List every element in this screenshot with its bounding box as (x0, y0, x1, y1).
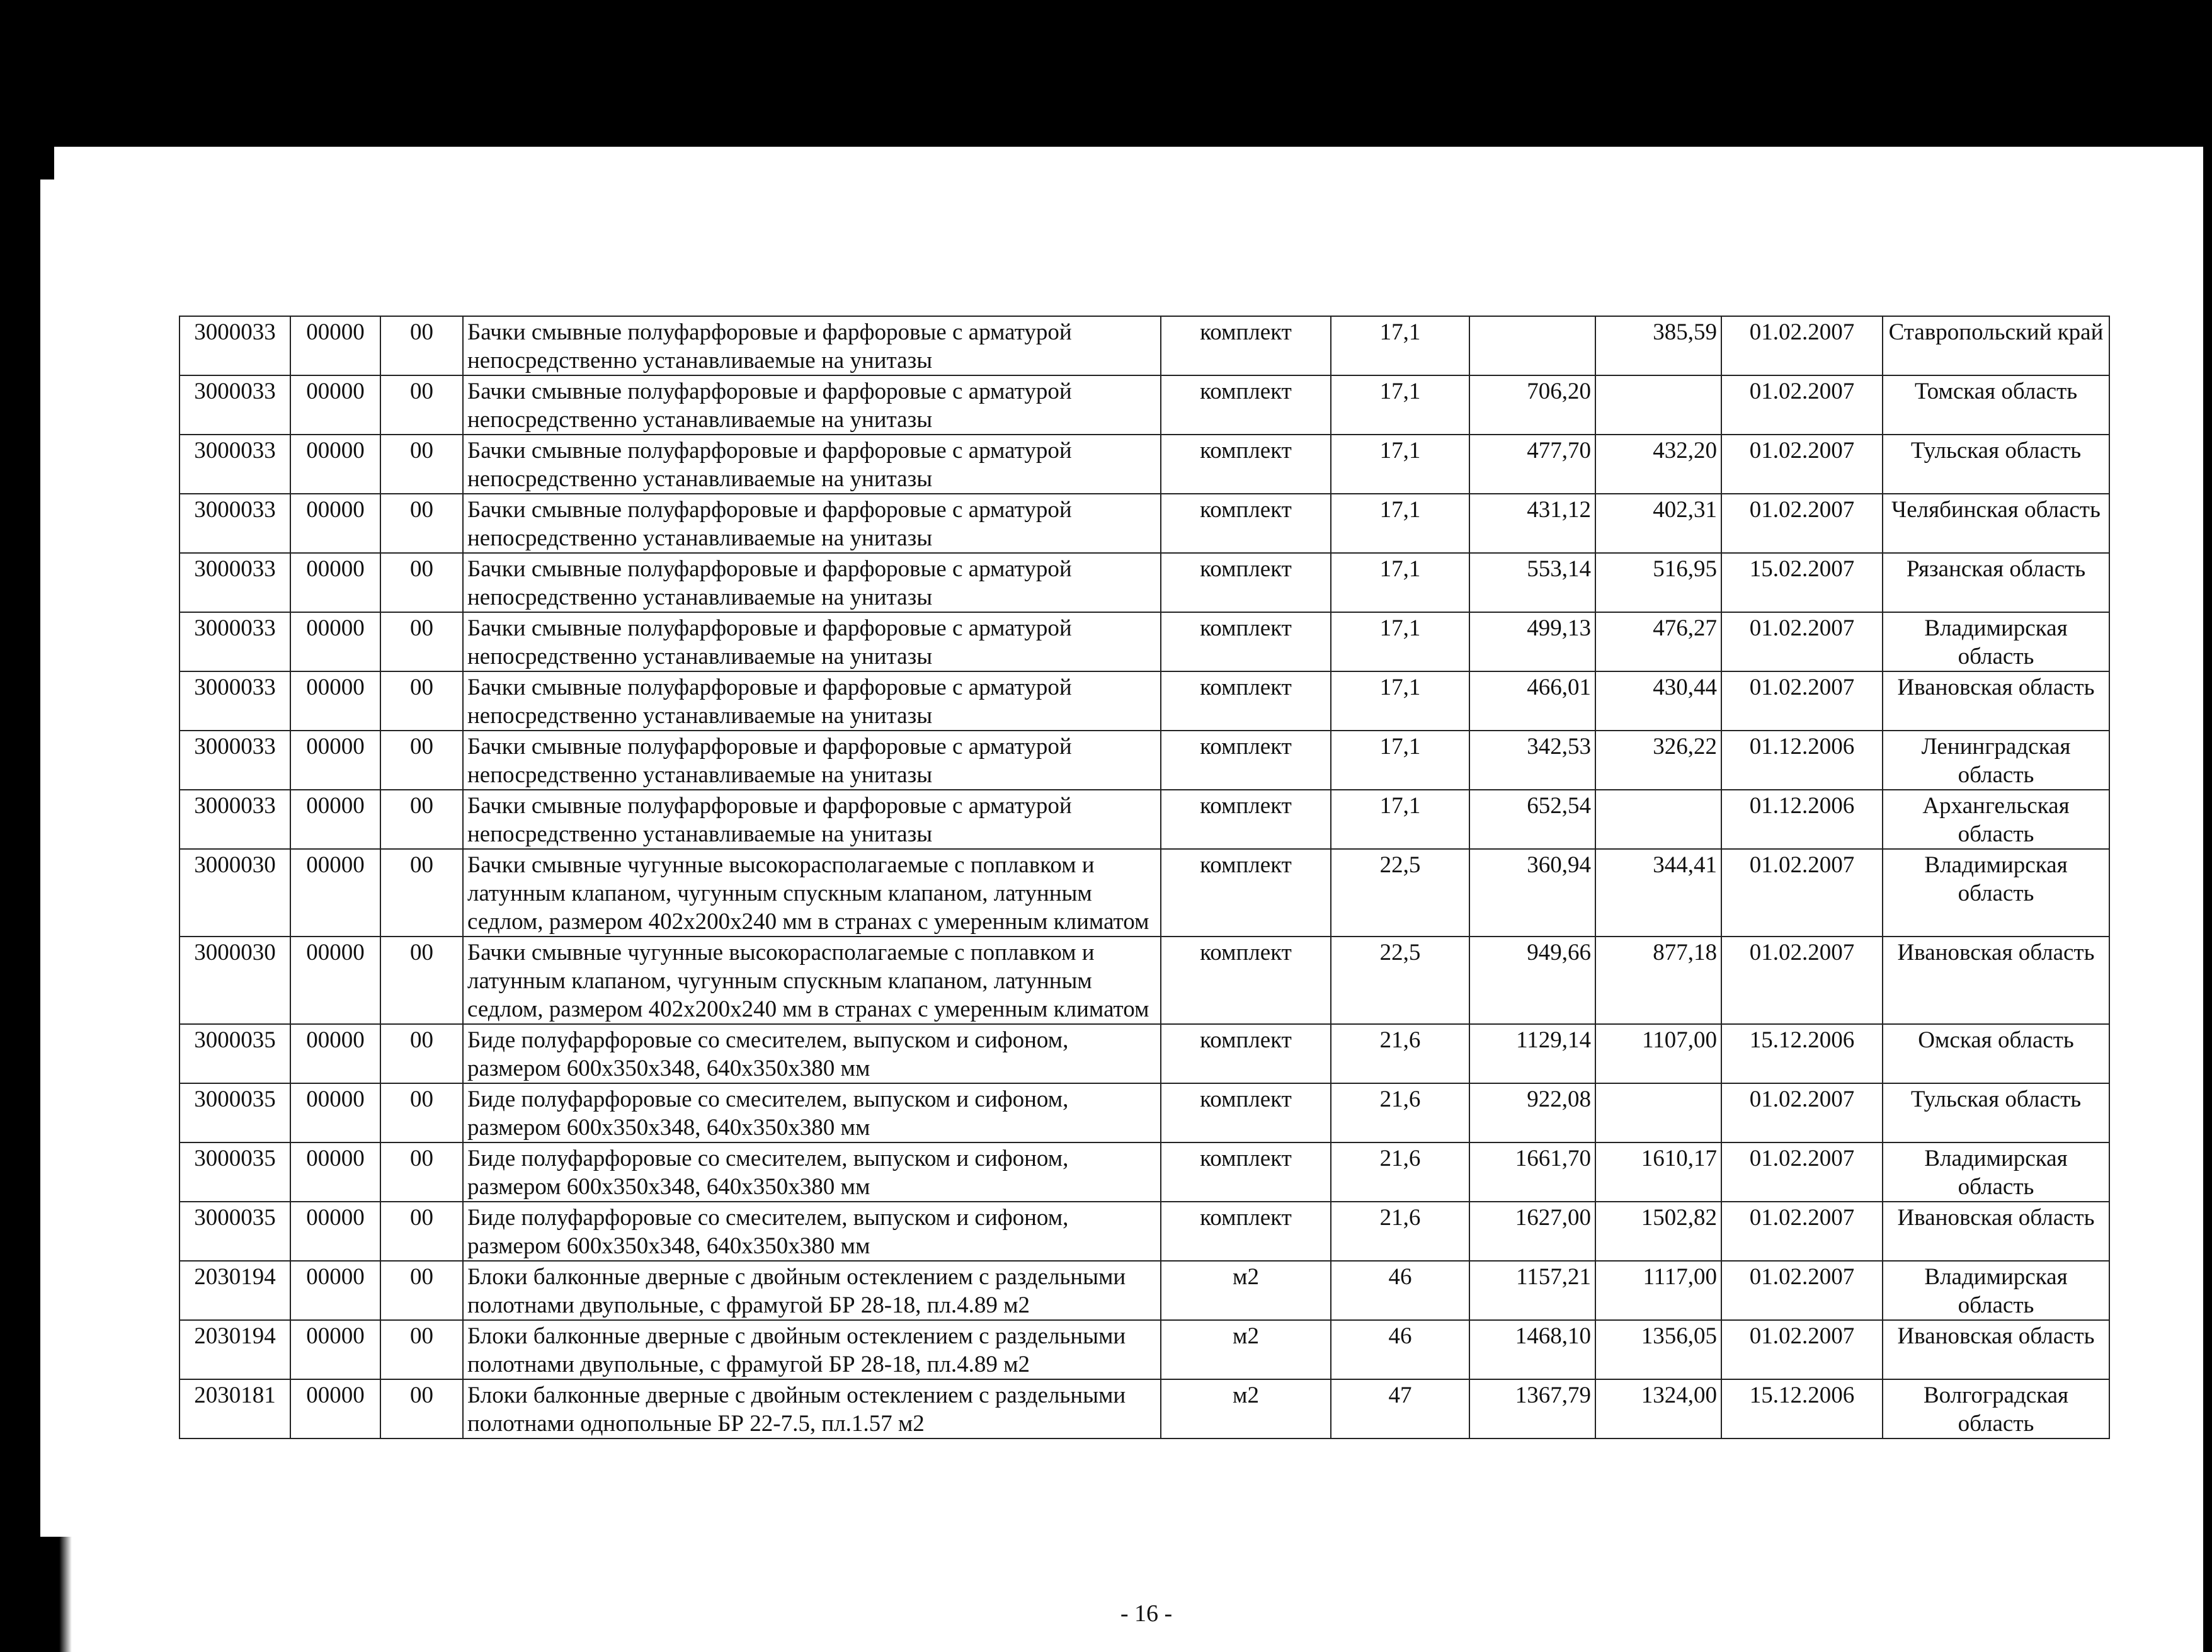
region-cell: Ивановская область (1883, 671, 2109, 731)
date-cell: 01.02.2007 (1721, 937, 1883, 1024)
price-with-vat-cell: 342,53 (1469, 731, 1595, 790)
price-cell: 402,31 (1595, 494, 1721, 553)
sub-code-cell: 00000 (290, 1083, 380, 1142)
table-row (180, 375, 2109, 435)
norm-cell: 46 (1331, 1261, 1469, 1320)
norm-cell: 21,6 (1331, 1083, 1469, 1142)
scan-artifact (40, 147, 54, 179)
unit-cell: м2 (1161, 1379, 1331, 1438)
region-cell: Рязанская область (1883, 553, 2109, 612)
sub-code-cell: 00000 (290, 435, 380, 494)
unit-cell: комплект (1161, 671, 1331, 731)
price-with-vat-cell: 553,14 (1469, 553, 1595, 612)
item-name-cell: Бачки смывные полуфарфоровые и фарфоровые с арматурой непосредственно устанавливаемые на унитазы (463, 731, 1161, 790)
region-cell: Ленинградская область (1883, 731, 2109, 790)
norm-cell: 17,1 (1331, 494, 1469, 553)
sub-code-cell: 00000 (290, 1320, 380, 1379)
sub-code-cell: 00000 (290, 849, 380, 937)
item-name-cell: Бачки смывные полуфарфоровые и фарфоровые с арматурой непосредственно устанавливаемые на унитазы (463, 671, 1161, 731)
region-cell: Челябинская область (1883, 494, 2109, 553)
item-code-cell: 3000033 (180, 494, 290, 553)
norm-cell: 17,1 (1331, 553, 1469, 612)
price-with-vat-cell: 360,94 (1469, 849, 1595, 937)
date-cell: 01.02.2007 (1721, 435, 1883, 494)
item-code-cell: 3000035 (180, 1202, 290, 1261)
group-code-cell: 00 (380, 937, 463, 1024)
table-row (180, 1024, 2109, 1083)
region-cell: Архангельская область (1883, 790, 2109, 849)
sub-code-cell: 00000 (290, 937, 380, 1024)
region-cell: Тульская область (1883, 435, 2109, 494)
date-cell: 15.02.2007 (1721, 553, 1883, 612)
group-code-cell: 00 (380, 671, 463, 731)
item-code-cell: 3000033 (180, 316, 290, 375)
sub-code-cell: 00000 (290, 612, 380, 671)
region-cell: Владимирская область (1883, 1142, 2109, 1202)
region-cell: Тульская область (1883, 1083, 2109, 1142)
sub-code-cell: 00000 (290, 316, 380, 375)
group-code-cell: 00 (380, 494, 463, 553)
price-with-vat-cell: 922,08 (1469, 1083, 1595, 1142)
norm-cell: 17,1 (1331, 316, 1469, 375)
unit-cell: м2 (1161, 1320, 1331, 1379)
norm-cell: 17,1 (1331, 612, 1469, 671)
table-row (180, 612, 2109, 671)
unit-cell: комплект (1161, 731, 1331, 790)
sub-code-cell: 00000 (290, 1142, 380, 1202)
item-name-cell: Бачки смывные полуфарфоровые и фарфоровые с арматурой непосредственно устанавливаемые на унитазы (463, 375, 1161, 435)
norm-cell: 46 (1331, 1320, 1469, 1379)
price-with-vat-cell (1469, 316, 1595, 375)
unit-cell: комплект (1161, 494, 1331, 553)
item-name-cell: Биде полуфарфоровые со смесителем, выпуском и сифоном, размером 600х350х348, 640х350х380 мм (463, 1083, 1161, 1142)
item-code-cell: 2030194 (180, 1320, 290, 1379)
norm-cell: 22,5 (1331, 849, 1469, 937)
price-cell: 877,18 (1595, 937, 1721, 1024)
price-with-vat-cell: 1367,79 (1469, 1379, 1595, 1438)
scan-border (2203, 0, 2212, 1652)
item-name-cell: Бачки смывные полуфарфоровые и фарфоровые с арматурой непосредственно устанавливаемые на унитазы (463, 316, 1161, 375)
unit-cell: комплект (1161, 375, 1331, 435)
item-name-cell: Бачки смывные полуфарфоровые и фарфоровые с арматурой непосредственно устанавливаемые на унитазы (463, 435, 1161, 494)
unit-cell: комплект (1161, 435, 1331, 494)
item-name-cell: Биде полуфарфоровые со смесителем, выпуском и сифоном, размером 600х350х348, 640х350х380 мм (463, 1142, 1161, 1202)
table-row (180, 494, 2109, 553)
price-cell (1595, 1083, 1721, 1142)
item-name-cell: Бачки смывные полуфарфоровые и фарфоровые с арматурой непосредственно устанавливаемые на унитазы (463, 494, 1161, 553)
price-with-vat-cell: 1129,14 (1469, 1024, 1595, 1083)
norm-cell: 21,6 (1331, 1024, 1469, 1083)
date-cell: 01.12.2006 (1721, 731, 1883, 790)
date-cell: 01.02.2007 (1721, 316, 1883, 375)
group-code-cell: 00 (380, 1261, 463, 1320)
table-row (180, 1261, 2109, 1320)
item-name-cell: Бачки смывные полуфарфоровые и фарфоровые с арматурой непосредственно устанавливаемые на унитазы (463, 612, 1161, 671)
region-cell: Ставропольский край (1883, 316, 2109, 375)
price-with-vat-cell: 1661,70 (1469, 1142, 1595, 1202)
region-cell: Ивановская область (1883, 1320, 2109, 1379)
date-cell: 01.02.2007 (1721, 375, 1883, 435)
group-code-cell: 00 (380, 375, 463, 435)
item-name-cell: Бачки смывные полуфарфоровые и фарфоровые с арматурой непосредственно устанавливаемые на унитазы (463, 790, 1161, 849)
price-cell: 1117,00 (1595, 1261, 1721, 1320)
item-name-cell: Блоки балконные дверные с двойным остеклением с раздельными полотнами однопольные БР 22-7.5, пл.1.57 м2 (463, 1379, 1161, 1438)
table-row (180, 1083, 2109, 1142)
date-cell: 01.12.2006 (1721, 790, 1883, 849)
item-code-cell: 3000033 (180, 612, 290, 671)
region-cell: Владимирская область (1883, 612, 2109, 671)
date-cell: 01.02.2007 (1721, 1142, 1883, 1202)
sub-code-cell: 00000 (290, 494, 380, 553)
item-code-cell: 3000033 (180, 671, 290, 731)
table-row (180, 316, 2109, 375)
table-body (180, 316, 2109, 1438)
price-with-vat-cell: 1627,00 (1469, 1202, 1595, 1261)
group-code-cell: 00 (380, 553, 463, 612)
price-cell: 430,44 (1595, 671, 1721, 731)
unit-cell: комплект (1161, 316, 1331, 375)
item-name-cell: Биде полуфарфоровые со смесителем, выпуском и сифоном, размером 600х350х348, 640х350х380 мм (463, 1024, 1161, 1083)
price-with-vat-cell: 706,20 (1469, 375, 1595, 435)
table-row (180, 435, 2109, 494)
sub-code-cell: 00000 (290, 1261, 380, 1320)
item-name-cell: Биде полуфарфоровые со смесителем, выпуском и сифоном, размером 600х350х348, 640х350х380 мм (463, 1202, 1161, 1261)
date-cell: 01.02.2007 (1721, 1261, 1883, 1320)
item-code-cell: 2030181 (180, 1379, 290, 1438)
unit-cell: комплект (1161, 612, 1331, 671)
price-with-vat-cell: 1468,10 (1469, 1320, 1595, 1379)
item-name-cell: Бачки смывные полуфарфоровые и фарфоровые с арматурой непосредственно устанавливаемые на унитазы (463, 553, 1161, 612)
price-cell: 326,22 (1595, 731, 1721, 790)
date-cell: 01.02.2007 (1721, 1083, 1883, 1142)
price-with-vat-cell: 1157,21 (1469, 1261, 1595, 1320)
unit-cell: комплект (1161, 1142, 1331, 1202)
table-row (180, 671, 2109, 731)
price-table (179, 316, 2110, 1439)
price-cell: 1356,05 (1595, 1320, 1721, 1379)
item-code-cell: 3000033 (180, 435, 290, 494)
price-with-vat-cell: 499,13 (1469, 612, 1595, 671)
unit-cell: комплект (1161, 790, 1331, 849)
price-with-vat-cell: 466,01 (1469, 671, 1595, 731)
sub-code-cell: 00000 (290, 1202, 380, 1261)
table-row (180, 553, 2109, 612)
item-name-cell: Бачки смывные чугунные высокорасполагаемые с поплавком и латунным клапаном, чугунным спускным клапаном, латунным седлом, размером 402х200х240 мм в странах с умеренным климатом (463, 849, 1161, 937)
item-code-cell: 3000035 (180, 1024, 290, 1083)
group-code-cell: 00 (380, 316, 463, 375)
item-code-cell: 3000033 (180, 375, 290, 435)
item-code-cell: 3000030 (180, 849, 290, 937)
norm-cell: 22,5 (1331, 937, 1469, 1024)
date-cell: 01.02.2007 (1721, 612, 1883, 671)
norm-cell: 21,6 (1331, 1202, 1469, 1261)
group-code-cell: 00 (380, 849, 463, 937)
group-code-cell: 00 (380, 1024, 463, 1083)
price-with-vat-cell: 949,66 (1469, 937, 1595, 1024)
group-code-cell: 00 (380, 790, 463, 849)
item-code-cell: 2030194 (180, 1261, 290, 1320)
sub-code-cell: 00000 (290, 375, 380, 435)
item-code-cell: 3000033 (180, 731, 290, 790)
group-code-cell: 00 (380, 731, 463, 790)
table-row (180, 1379, 2109, 1438)
table-row (180, 849, 2109, 937)
unit-cell: комплект (1161, 1083, 1331, 1142)
unit-cell: комплект (1161, 849, 1331, 937)
norm-cell: 17,1 (1331, 671, 1469, 731)
date-cell: 15.12.2006 (1721, 1024, 1883, 1083)
region-cell: Ивановская область (1883, 937, 2109, 1024)
group-code-cell: 00 (380, 435, 463, 494)
region-cell: Волгоградская область (1883, 1379, 2109, 1438)
table-row (180, 937, 2109, 1024)
price-cell: 516,95 (1595, 553, 1721, 612)
price-cell (1595, 375, 1721, 435)
item-code-cell: 3000035 (180, 1142, 290, 1202)
region-cell: Владимирская область (1883, 1261, 2109, 1320)
norm-cell: 17,1 (1331, 375, 1469, 435)
group-code-cell: 00 (380, 1202, 463, 1261)
item-code-cell: 3000033 (180, 790, 290, 849)
item-code-cell: 3000030 (180, 937, 290, 1024)
date-cell: 01.02.2007 (1721, 849, 1883, 937)
price-cell: 476,27 (1595, 612, 1721, 671)
unit-cell: м2 (1161, 1261, 1331, 1320)
price-cell: 1107,00 (1595, 1024, 1721, 1083)
norm-cell: 17,1 (1331, 790, 1469, 849)
price-cell: 385,59 (1595, 316, 1721, 375)
price-with-vat-cell: 477,70 (1469, 435, 1595, 494)
unit-cell: комплект (1161, 937, 1331, 1024)
date-cell: 01.02.2007 (1721, 1320, 1883, 1379)
date-cell: 01.02.2007 (1721, 494, 1883, 553)
table-row (180, 1320, 2109, 1379)
item-name-cell: Бачки смывные чугунные высокорасполагаемые с поплавком и латунным клапаном, чугунным спускным клапаном, латунным седлом, размером 402х200х240 мм в странах с умеренным климатом (463, 937, 1161, 1024)
unit-cell: комплект (1161, 1024, 1331, 1083)
sub-code-cell: 00000 (290, 790, 380, 849)
norm-cell: 17,1 (1331, 435, 1469, 494)
region-cell: Владимирская область (1883, 849, 2109, 937)
item-code-cell: 3000035 (180, 1083, 290, 1142)
price-cell: 1610,17 (1595, 1142, 1721, 1202)
price-cell (1595, 790, 1721, 849)
region-cell: Томская область (1883, 375, 2109, 435)
item-name-cell: Блоки балконные дверные с двойным остеклением с раздельными полотнами двупольные, с фрамугой БР 28-18, пл.4.89 м2 (463, 1261, 1161, 1320)
sub-code-cell: 00000 (290, 731, 380, 790)
group-code-cell: 00 (380, 1379, 463, 1438)
item-name-cell: Блоки балконные дверные с двойным остеклением с раздельными полотнами двупольные, с фрамугой БР 28-18, пл.4.89 м2 (463, 1320, 1161, 1379)
region-cell: Ивановская область (1883, 1202, 2109, 1261)
norm-cell: 21,6 (1331, 1142, 1469, 1202)
unit-cell: комплект (1161, 553, 1331, 612)
item-code-cell: 3000033 (180, 553, 290, 612)
date-cell: 01.02.2007 (1721, 671, 1883, 731)
page-number: - 16 - (1120, 1600, 1173, 1627)
price-cell: 1502,82 (1595, 1202, 1721, 1261)
norm-cell: 17,1 (1331, 731, 1469, 790)
sub-code-cell: 00000 (290, 671, 380, 731)
group-code-cell: 00 (380, 1320, 463, 1379)
group-code-cell: 00 (380, 1083, 463, 1142)
price-cell: 1324,00 (1595, 1379, 1721, 1438)
sub-code-cell: 00000 (290, 1379, 380, 1438)
table-row (180, 790, 2109, 849)
date-cell: 01.02.2007 (1721, 1202, 1883, 1261)
table-row (180, 731, 2109, 790)
table-row (180, 1142, 2109, 1202)
price-with-vat-cell: 431,12 (1469, 494, 1595, 553)
price-with-vat-cell: 652,54 (1469, 790, 1595, 849)
group-code-cell: 00 (380, 612, 463, 671)
date-cell: 15.12.2006 (1721, 1379, 1883, 1438)
unit-cell: комплект (1161, 1202, 1331, 1261)
region-cell: Омская область (1883, 1024, 2109, 1083)
norm-cell: 47 (1331, 1379, 1469, 1438)
price-cell: 432,20 (1595, 435, 1721, 494)
price-cell: 344,41 (1595, 849, 1721, 937)
sub-code-cell: 00000 (290, 553, 380, 612)
scan-shadow (40, 1537, 72, 1652)
table-row (180, 1202, 2109, 1261)
sub-code-cell: 00000 (290, 1024, 380, 1083)
group-code-cell: 00 (380, 1142, 463, 1202)
